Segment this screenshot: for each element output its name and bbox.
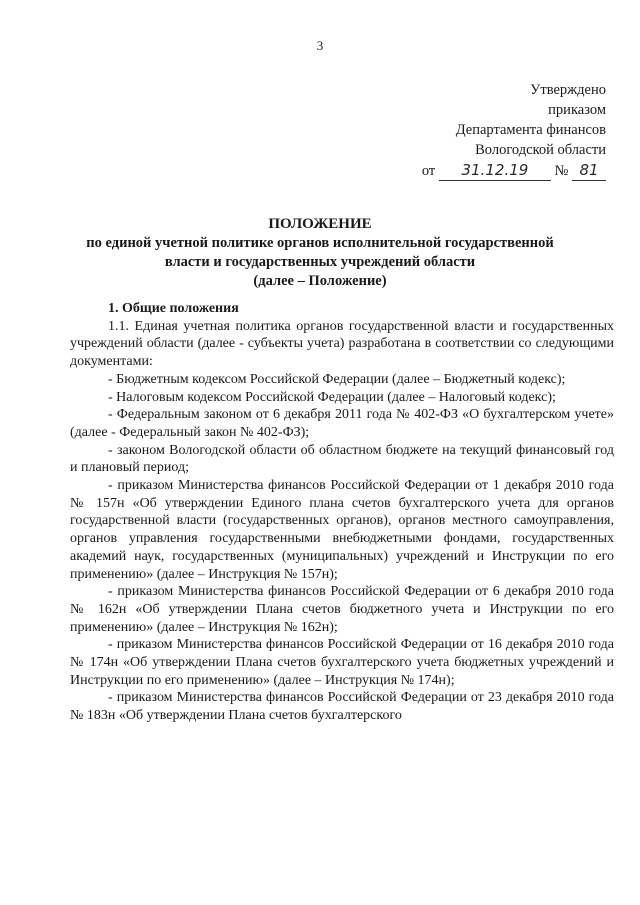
list-item-order-183n: - приказом Министерства финансов Российской Федерации от 23 декабря 2010 года № 183н «Об утверждении Плана счетов бухгалтерского — [70, 690, 614, 724]
title-line-1: по единой учетной политике органов исполнительной государственной — [86, 235, 554, 251]
document-body — [70, 300, 614, 725]
approval-date-line — [422, 160, 606, 181]
date-prefix: от — [421, 163, 436, 179]
list-item-tax-code: - Налоговым кодексом Российской Федерации (далее – Налоговый кодекс); — [108, 389, 556, 405]
list-item-federal-law: - Федеральным законом от 6 декабря 2011 года № 402-ФЗ «О бухгалтерском учете» (далее - Федеральный закон № 402-ФЗ); — [70, 407, 614, 440]
page-number: 3 — [316, 38, 324, 53]
title-line-2: власти и государственных учреждений области — [164, 254, 476, 270]
handwritten-date: 31.12.19 — [439, 160, 551, 181]
list-item-order-162n: - приказом Министерства финансов Российской Федерации от 6 декабря 2010 года № 162н «Об утверждении Плана счетов бюджетного учета и Инструкции по его применению» (далее – Инструкция № 162н); — [70, 584, 614, 635]
approval-line-order: приказом — [548, 102, 606, 118]
list-item-order-157n: - приказом Министерства финансов Российской Федерации от 1 декабря 2010 года № 157н «Об утверждении Единого плана счетов бухгалтерского учета для органов государственной власти (государственных органов), органов местного самоуправления, органов управления государственными внебюджетными фондами, государственных академий наук, государственных (муниципальных) учреждений и Инструкции по его применению» (далее – Инструкция № 157н); — [70, 478, 614, 582]
document-title — [0, 215, 640, 291]
approval-line-approved: Утверждено — [530, 82, 606, 98]
approval-line-department: Департамента финансов — [455, 122, 606, 138]
section-heading: 1. Общие положения — [108, 301, 239, 316]
paragraph-1-1: 1.1. Единая учетная политика органов государственной власти и государственных учреждений области (далее - субъекты учета) разработана в соответствии со следующими документами: — [70, 318, 614, 370]
list-item-regional-law: - законом Вологодской области об областном бюджете на текущий финансовый год и плановый период; — [70, 442, 614, 476]
number-prefix: № — [554, 163, 569, 179]
title-main: ПОЛОЖЕНИЕ — [268, 216, 372, 232]
handwritten-number: 81 — [572, 160, 606, 181]
list-item-order-174n: - приказом Министерства финансов Российской Федерации от 16 декабря 2010 года № 174н «Об утверждении Плана счетов бухгалтерского учета бюджетных учреждений и Инструкции по его применению» (далее – Инструкция № 174н); — [70, 637, 614, 688]
title-line-3: (далее – Положение) — [253, 273, 387, 289]
approval-stamp — [422, 80, 606, 181]
list-item-budget-code: - Бюджетным кодексом Российской Федерации (далее – Бюджетный кодекс); — [108, 371, 566, 387]
approval-line-region: Вологодской области — [475, 142, 606, 158]
